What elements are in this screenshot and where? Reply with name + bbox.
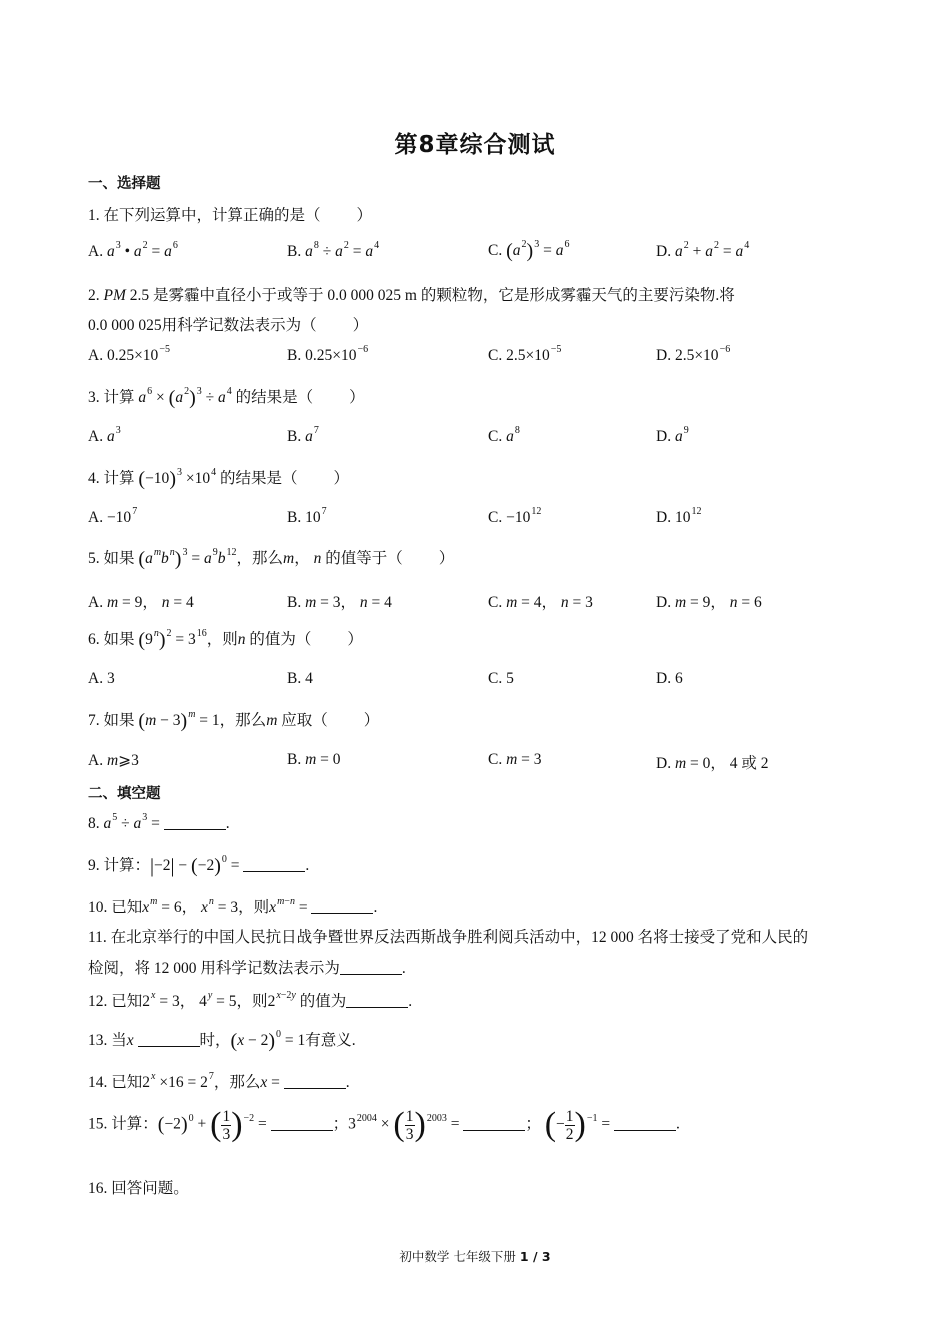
question-11-line-1: 11. 在北京举行的中国人民抗日战争暨世界反法西斯战争胜利阅兵活动中，12 000 名将士接受了党和人民的 (88, 929, 809, 946)
q4-option-c[interactable]: C. $-10^{12}$ (488, 506, 542, 526)
question-1: 1. 在下列运算中，计算正确的是（ ） (88, 207, 373, 224)
q7-option-c[interactable]: C. m = 3 (488, 751, 542, 768)
question-9: 9. 计算：$|-2| - (-2)^0$ = . (88, 854, 310, 877)
answer-blank[interactable] (164, 815, 226, 830)
q1-option-c[interactable]: C. $(a^2)^3 = a^6$ (488, 239, 570, 262)
q5-option-d[interactable]: D. m = 9， n = 6 (656, 594, 762, 611)
q5-option-b[interactable]: B. m = 3， n = 4 (287, 594, 392, 611)
q3-option-a[interactable]: A. $a^3$ (88, 425, 121, 445)
question-5: 5. 如果 $(a^mb^n)^3 = a^9b^{12}$，那么m， n 的值等于（ ） (88, 547, 455, 570)
page-footer: 初中数学 七年级下册 1 / 3 (399, 1249, 551, 1264)
q1-option-a[interactable]: A. $a^3$ • $a^2 = a^6$ (88, 240, 178, 260)
q7-option-d[interactable]: D. m = 0， 4 或 2 (656, 755, 769, 772)
question-6: 6. 如果 $(9^n)^2 = 3^{16}$，则n 的值为（ ） (88, 628, 363, 651)
question-11-line-2: 检阅，将 12 000 用科学记数法表示为 . (88, 960, 406, 977)
answer-blank[interactable] (284, 1074, 346, 1089)
question-16: 16. 回答问题。 (88, 1180, 189, 1197)
q7-option-b[interactable]: B. m = 0 (287, 751, 341, 768)
answer-blank[interactable] (138, 1032, 200, 1047)
answer-blank[interactable] (271, 1116, 333, 1131)
section-heading-fill: 二、填空题 (88, 786, 161, 802)
answer-blank[interactable] (346, 993, 408, 1008)
answer-blank[interactable] (243, 857, 305, 872)
question-14: 14. 已知$2^x \times 16 = 2^7$，那么x = . (88, 1071, 350, 1091)
answer-blank[interactable] (463, 1116, 525, 1131)
q5-option-c[interactable]: C. m = 4， n = 3 (488, 594, 593, 611)
question-13: 13. 当x 时，$(x - 2)^0 = 1$有意义. (88, 1029, 356, 1052)
q6-option-b[interactable]: B. 4 (287, 670, 313, 687)
page-title: 第8章综合测试 (394, 132, 556, 158)
question-2-line-2: 0.0 000 025用科学记数法表示为（ ） (88, 317, 369, 334)
question-15: 15. 计算：$(-2)^0$ + ( $\frac{1}{3}$ )$^{-2}$ = ；$3^{2004}$ × ( $\frac{1}{3}$ )$^{2003}$ = ； (− $\frac{1}{2}$ )$^{-1}$ = . (88, 1106, 680, 1143)
q4-option-b[interactable]: B. $10^7$ (287, 506, 327, 526)
q3-option-c[interactable]: C. $a^8$ (488, 425, 520, 445)
question-8: 8. $a^5 \div a^3$ = . (88, 812, 230, 832)
answer-blank[interactable] (614, 1116, 676, 1131)
q5-option-a[interactable]: A. m = 9， n = 4 (88, 594, 194, 611)
q3-option-b[interactable]: B. $a^7$ (287, 425, 319, 445)
q2-option-b[interactable]: B. $0.25\times 10^{-6}$ (287, 344, 369, 364)
question-10: 10. 已知$x^m = 6$， $x^n = 3$，则$x^{m-n}$ = . (88, 896, 378, 916)
question-3: 3. 计算 $a^6 \times (a^2)^3 \div a^4$ 的结果是（ ） (88, 386, 365, 409)
page-number: 1 / 3 (519, 1249, 551, 1264)
q7-option-a[interactable]: A. m⩾3 (88, 752, 139, 769)
q6-option-a[interactable]: A. 3 (88, 670, 115, 687)
q1-option-b[interactable]: B. $a^8 \div a^2 = a^4$ (287, 240, 380, 260)
q6-option-d[interactable]: D. 6 (656, 670, 683, 687)
answer-blank[interactable] (311, 899, 373, 914)
section-heading-choice: 一、选择题 (88, 176, 161, 192)
question-4: 4. 计算 $(-10)^3 \times 10^4$ 的结果是（ ） (88, 467, 350, 490)
q1-option-d[interactable]: D. $a^2 + a^2 = a^4$ (656, 240, 750, 260)
question-12: 12. 已知$2^x = 3$， $4^y = 5$，则$2^{x-2y}$ 的值为 . (88, 990, 413, 1010)
question-7: 7. 如果 $(m - 3)^m = 1$，那么m 应取（ ） (88, 709, 380, 732)
q3-option-d[interactable]: D. $a^9$ (656, 425, 689, 445)
q6-option-c[interactable]: C. 5 (488, 670, 514, 687)
q4-option-a[interactable]: A. $-10^7$ (88, 506, 138, 526)
q2-option-d[interactable]: D. $2.5\times 10^{-6}$ (656, 344, 731, 364)
q4-option-d[interactable]: D. $10^{12}$ (656, 506, 702, 526)
answer-blank[interactable] (340, 960, 402, 975)
question-2-line-1: 2. PM 2.5 是雾霾中直径小于或等于 0.0 000 025 m 的颗粒物，它是形成雾霾天气的主要污染物.将 (88, 287, 735, 304)
q2-option-c[interactable]: C. $2.5\times 10^{-5}$ (488, 344, 562, 364)
q2-option-a[interactable]: A. $0.25\times 10^{-5}$ (88, 344, 170, 364)
